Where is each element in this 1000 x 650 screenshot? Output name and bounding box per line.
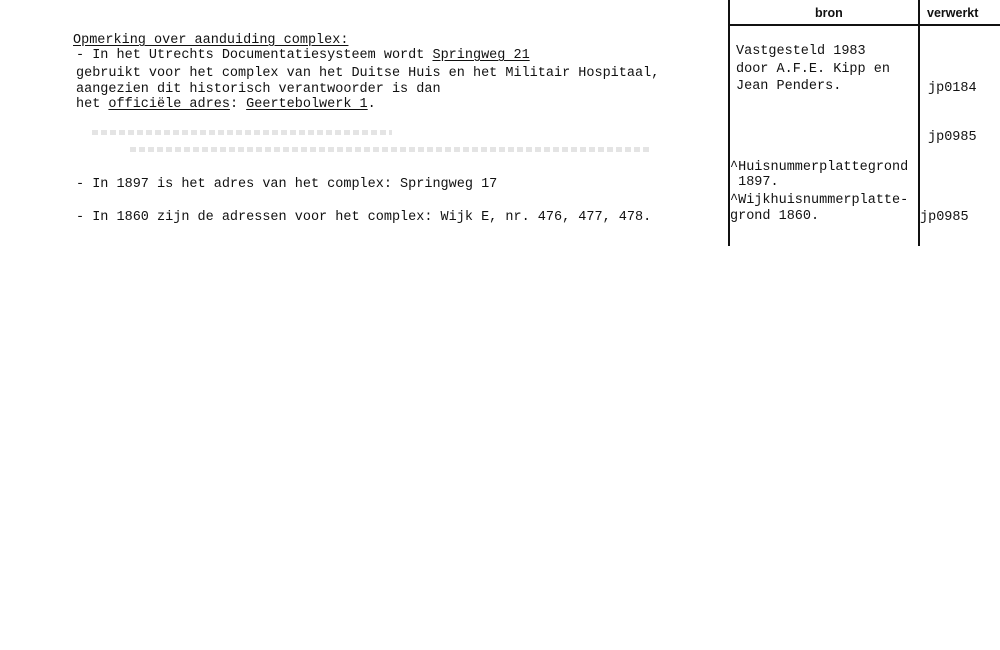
bron-entry-1-line-2: door A.F.E. Kipp en: [736, 62, 890, 77]
remark-heading: Opmerking over aanduiding complex:: [73, 33, 349, 48]
official-address-label: officiële adres: [108, 97, 230, 112]
remark-line-2: gebruikt voor het complex van het Duitse Huis en het Militair Hospitaal,: [76, 66, 660, 81]
verwerkt-code-1: jp0184: [928, 81, 977, 96]
remark-line-4: [76, 97, 376, 112]
erased-text-line-2: [130, 147, 650, 152]
verwerkt-column-header: verwerkt: [927, 6, 979, 20]
address-1897-line: - In 1897 is het adres van het complex: Springweg 17: [76, 177, 498, 192]
remark-line-4-prefix: het: [76, 97, 109, 112]
colon: :: [229, 97, 247, 112]
erased-text-line-1: [92, 130, 392, 135]
geertebolwerk-address: Geertebolwerk 1: [246, 97, 368, 112]
address-1860-line: - In 1860 zijn de adressen voor het complex: Wijk E, nr. 476, 477, 478.: [76, 210, 652, 225]
remark-line-3: aangezien dit historisch verantwoorder is dan: [76, 82, 441, 97]
verwerkt-code-2: jp0985: [928, 130, 977, 145]
header-rule: [728, 24, 1000, 26]
bron-entry-3-line-2: grond 1860.: [730, 209, 820, 224]
remark-line-1-text: - In het Utrechts Documentatiesysteem wordt: [76, 48, 433, 63]
bron-entry-2-line-2: 1897.: [730, 175, 779, 190]
bron-entry-2-line-1: ^Huisnummerplattegrond: [730, 160, 909, 175]
bron-entry-1-line-3: Jean Penders.: [736, 79, 842, 94]
remark-line-1: [76, 48, 530, 63]
bron-entry-3-line-1: ^Wijkhuisnummerplatte-: [730, 193, 909, 208]
springweg-21-address: Springweg 21: [432, 48, 530, 63]
bron-column-header: bron: [815, 6, 843, 20]
period: .: [367, 97, 376, 112]
verwerkt-code-3: jp0985: [920, 210, 969, 225]
bron-entry-1-line-1: Vastgesteld 1983: [736, 44, 866, 59]
